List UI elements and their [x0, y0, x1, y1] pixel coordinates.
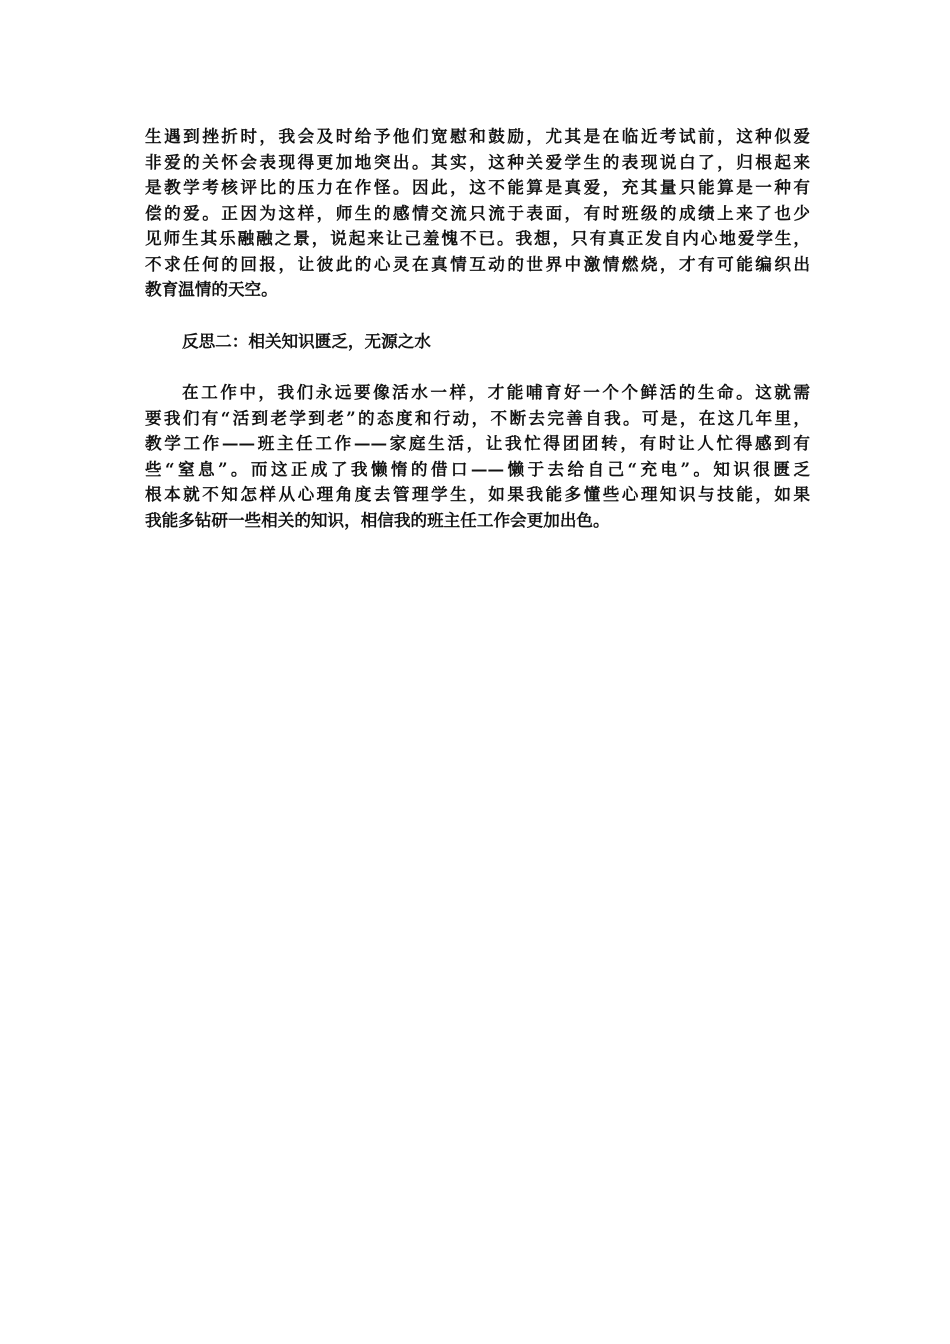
- paragraph-1-line: 教育温情的天空。: [145, 279, 278, 299]
- paragraph-2-line: 些“窒息”。而这正成了我懒惰的借口——懒于去给自己“充电”。知识很匮乏: [145, 458, 810, 479]
- paragraph-2-line: 根本就不知怎样从心理角度去管理学生，如果我能多懂些心理知识与技能，如果: [145, 484, 810, 504]
- paragraph-1-line: 见师生其乐融融之景，说起来让己羞愧不已。我想，只有真正发自内心地爱学生，: [145, 228, 810, 248]
- paragraph-1-line: 不求任何的回报，让彼此的心灵在真情互动的世界中激情燃烧，才有可能编织出: [145, 253, 810, 274]
- paragraph-2-line: 在工作中，我们永远要像活水一样，才能哺育好一个个鲜活的生命。这就需: [182, 382, 810, 402]
- paragraph-1-line: 生遇到挫折时，我会及时给予他们宽慰和鼓励，尤其是在临近考试前，这种似爱: [145, 126, 810, 146]
- paragraph-1-line: 非爱的关怀会表现得更加地突出。其实，这种关爱学生的表现说白了，归根起来: [145, 151, 810, 172]
- paragraph-2-line: 我能多钻研一些相关的知识，相信我的班主任工作会更加出色。: [145, 509, 610, 530]
- section-heading: [145, 329, 810, 355]
- paragraph-1-line: 是教学考核评比的压力在作怪。因此，这不能算是真爱，充其量只能算是一种有: [145, 177, 810, 197]
- paragraph-1-line: 偿的爱。正因为这样，师生的感情交流只流于表面，有时班级的成绩上来了也少: [145, 202, 810, 223]
- paragraph-spacer: [145, 354, 810, 380]
- paragraph-1: [145, 124, 810, 303]
- paragraph-2-line: 教学工作——班主任工作——家庭生活，让我忙得团团转，有时让人忙得感到有: [145, 433, 810, 453]
- paragraph-spacer: [145, 303, 810, 329]
- document-body: [145, 124, 810, 533]
- paragraph-2: [145, 380, 810, 533]
- heading-text: 反思二：相关知识匮乏，无源之水: [182, 330, 431, 351]
- paragraph-2-line: 要我们有“活到老学到老”的态度和行动，不断去完善自我。可是，在这几年里，: [145, 407, 810, 428]
